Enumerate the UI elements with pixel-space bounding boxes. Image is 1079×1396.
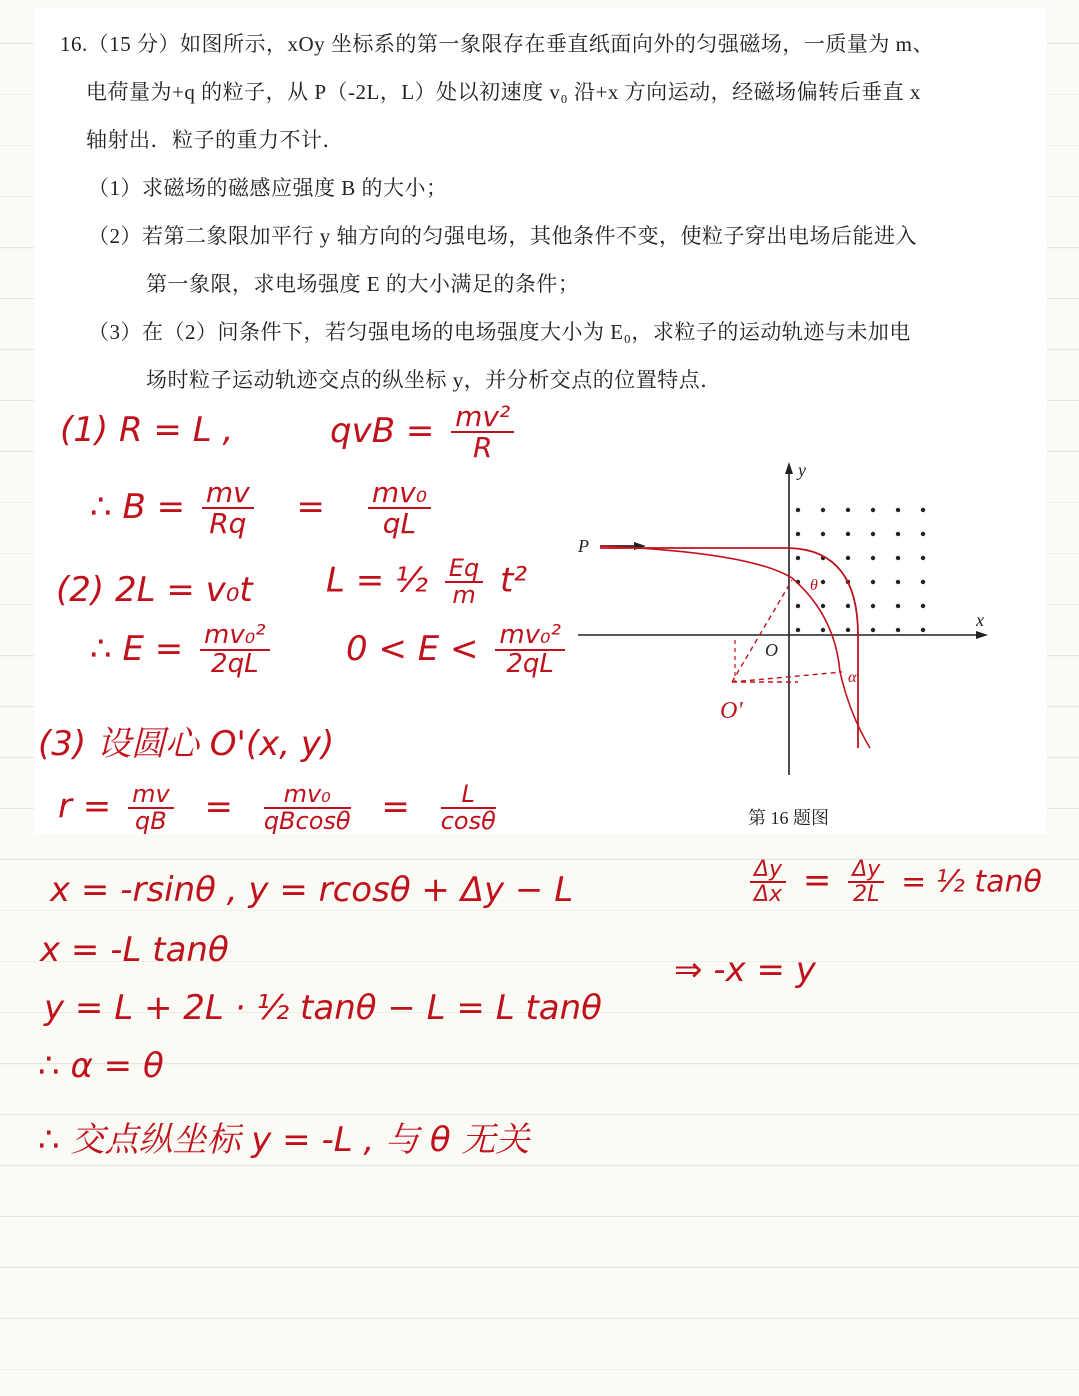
point-p-label: P <box>578 536 589 556</box>
hw-line-7-right-den2: 2L <box>853 882 880 908</box>
hw-line-2-num1: mv <box>202 478 254 509</box>
question-line-3: 轴射出．粒子的重力不计． <box>86 128 344 152</box>
question-part-1: （1）求磁场的磁感应强度 B 的大小； <box>88 176 448 200</box>
field-dot <box>821 508 825 512</box>
field-dot <box>846 604 850 608</box>
hw-line-7-right <box>744 858 1042 906</box>
field-dot <box>896 556 900 560</box>
field-dot <box>871 604 875 608</box>
hw-line-2-a: ∴ B = <box>90 486 186 527</box>
origin-label: O <box>765 640 778 660</box>
hw-line-7-right-eq: = <box>802 860 832 901</box>
hw-line-7-right-frac2 <box>848 858 884 906</box>
hw-line-5: (3) 设圆心 O'(x, y) <box>38 724 335 764</box>
x-axis-label: x <box>976 610 984 630</box>
hw-line-3b-frac <box>445 556 483 608</box>
hw-line-11: ∴ 交点纵坐标 y = -L , 与 θ 无关 <box>38 1120 530 1160</box>
hw-line-4a-num: mv₀² <box>200 622 270 651</box>
field-dot <box>796 604 800 608</box>
hw-line-4a-frac <box>200 622 270 679</box>
hw-line-1a: (1) R = L , <box>60 410 234 450</box>
field-dot <box>846 556 850 560</box>
field-dot <box>796 508 800 512</box>
alpha-label: α <box>848 669 857 686</box>
hw-line-4a-text: ∴ E = <box>90 628 184 669</box>
hw-line-4b <box>346 622 571 679</box>
field-dot <box>821 604 825 608</box>
hw-line-1b-frac <box>451 402 514 463</box>
hw-line-7-right-end: = ½ tanθ <box>901 864 1042 900</box>
hw-line-6-den2: qBcosθ <box>263 807 351 836</box>
field-dot <box>871 556 875 560</box>
field-dot <box>871 508 875 512</box>
hw-line-9: y = L + 2L · ½ tanθ − L = L tanθ <box>44 988 602 1028</box>
field-dot <box>821 628 825 632</box>
field-dot <box>796 556 800 560</box>
hw-line-10: ∴ α = θ <box>38 1046 164 1086</box>
hw-line-1b <box>330 402 520 463</box>
hw-line-3b-end: t² <box>500 560 527 601</box>
hw-line-2-eq: = <box>296 486 326 527</box>
hw-line-7-right-num2: Δy <box>848 858 884 883</box>
hw-line-6-frac1 <box>128 782 174 834</box>
field-dot <box>821 532 825 536</box>
hw-line-3b-den: m <box>452 581 476 610</box>
hw-line-3a: (2) 2L = v₀t <box>56 570 253 610</box>
radius-line-2 <box>732 672 842 682</box>
hw-line-2-frac1 <box>202 478 254 539</box>
hw-line-4a-den: 2qL <box>211 649 259 680</box>
field-dot <box>921 532 925 536</box>
hw-line-4a <box>90 622 276 679</box>
hw-line-1b-text: qvB = <box>330 410 435 451</box>
hw-line-2-num2: mv₀ <box>368 478 431 509</box>
hw-line-4b-text: 0 < E < <box>346 628 479 669</box>
hw-line-4b-num: mv₀² <box>495 622 565 651</box>
hw-line-6-num1: mv <box>128 782 174 809</box>
field-dot <box>921 628 925 632</box>
hw-line-1b-num: mv² <box>451 402 514 433</box>
field-dot <box>846 508 850 512</box>
hw-line-6 <box>58 782 502 834</box>
hw-line-6-den3: cosθ <box>440 807 496 836</box>
hw-line-6-den1: qB <box>135 807 167 836</box>
hw-line-3b <box>326 556 527 608</box>
question-line-2: 电荷量为+q 的粒子，从 P（-2L，L）处以初速度 v₀ 沿+x 方向运动，经磁场偏转后垂直 x <box>86 80 921 104</box>
field-dot <box>921 556 925 560</box>
hw-line-7-right-num1: Δy <box>750 858 786 883</box>
field-dot <box>896 604 900 608</box>
field-dot <box>871 580 875 584</box>
radius-line-1 <box>732 580 792 682</box>
hw-line-6-frac3 <box>441 782 496 834</box>
x-axis-arrow <box>976 631 988 639</box>
theta-label: θ <box>810 577 818 594</box>
hw-line-4b-den: 2qL <box>506 649 554 680</box>
hw-line-8: x = -L tanθ <box>40 930 229 970</box>
hw-line-2-frac2 <box>368 478 431 539</box>
field-dot <box>896 628 900 632</box>
hw-line-2-den1: Rq <box>209 507 247 541</box>
question-part-2b: 第一象限，求电场强度 E 的大小满足的条件； <box>146 272 580 296</box>
hw-line-7-right-frac1 <box>750 858 786 906</box>
question-part-3b: 场时粒子运动轨迹交点的纵坐标 y，并分析交点的位置特点． <box>146 368 722 392</box>
y-axis-arrow <box>785 462 793 474</box>
question-part-3a: （3）在（2）问条件下，若匀强电场的电场强度大小为 E₀，求粒子的运动轨迹与未加电 <box>88 320 911 344</box>
field-dot <box>871 532 875 536</box>
hw-line-3b-text: L = ½ <box>326 560 428 601</box>
field-dot <box>796 628 800 632</box>
magnetic-field-dots <box>796 508 925 632</box>
figure-caption-text: 第 16 题图 <box>748 808 829 828</box>
field-dot <box>846 628 850 632</box>
hw-line-4b-frac <box>495 622 565 679</box>
hw-line-6-num2: mv₀ <box>264 782 351 809</box>
field-dot <box>846 532 850 536</box>
field-dot <box>921 580 925 584</box>
question-part-2a: （2）若第二象限加平行 y 轴方向的匀强电场，其他条件不变，使粒子穿出电场后能进入 <box>88 224 917 248</box>
hw-line-3b-num: Eq <box>445 556 483 583</box>
field-dot <box>896 580 900 584</box>
hw-line-7-right-den1: Δx <box>754 882 783 908</box>
hw-line-6-frac2 <box>264 782 351 834</box>
field-dot <box>796 532 800 536</box>
hw-line-2-den2: qL <box>382 507 417 541</box>
o-prime-label: O' <box>720 698 743 724</box>
field-dot <box>921 604 925 608</box>
y-axis-label: y <box>798 460 806 480</box>
hw-line-2 <box>90 478 437 539</box>
hw-line-6-eq2: = <box>381 786 410 827</box>
field-dot <box>821 580 825 584</box>
hw-line-8-right: ⇒ -x = y <box>674 950 816 990</box>
field-dot <box>871 628 875 632</box>
hw-line-7: x = -rsinθ , y = rcosθ + Δy − L <box>50 870 574 910</box>
field-dot <box>896 532 900 536</box>
hw-line-6-a: r = <box>58 786 112 827</box>
hw-line-1b-den: R <box>472 431 493 465</box>
question-line-1: 16.（15 分）如图所示，xOy 坐标系的第一象限存在垂直纸面向外的匀强磁场，一质量为 m、 <box>60 32 934 56</box>
field-dot <box>896 508 900 512</box>
field-dot <box>921 508 925 512</box>
question-figure <box>560 450 1020 790</box>
hw-line-6-eq1: = <box>204 786 233 827</box>
hw-line-6-num3: L <box>441 782 496 809</box>
